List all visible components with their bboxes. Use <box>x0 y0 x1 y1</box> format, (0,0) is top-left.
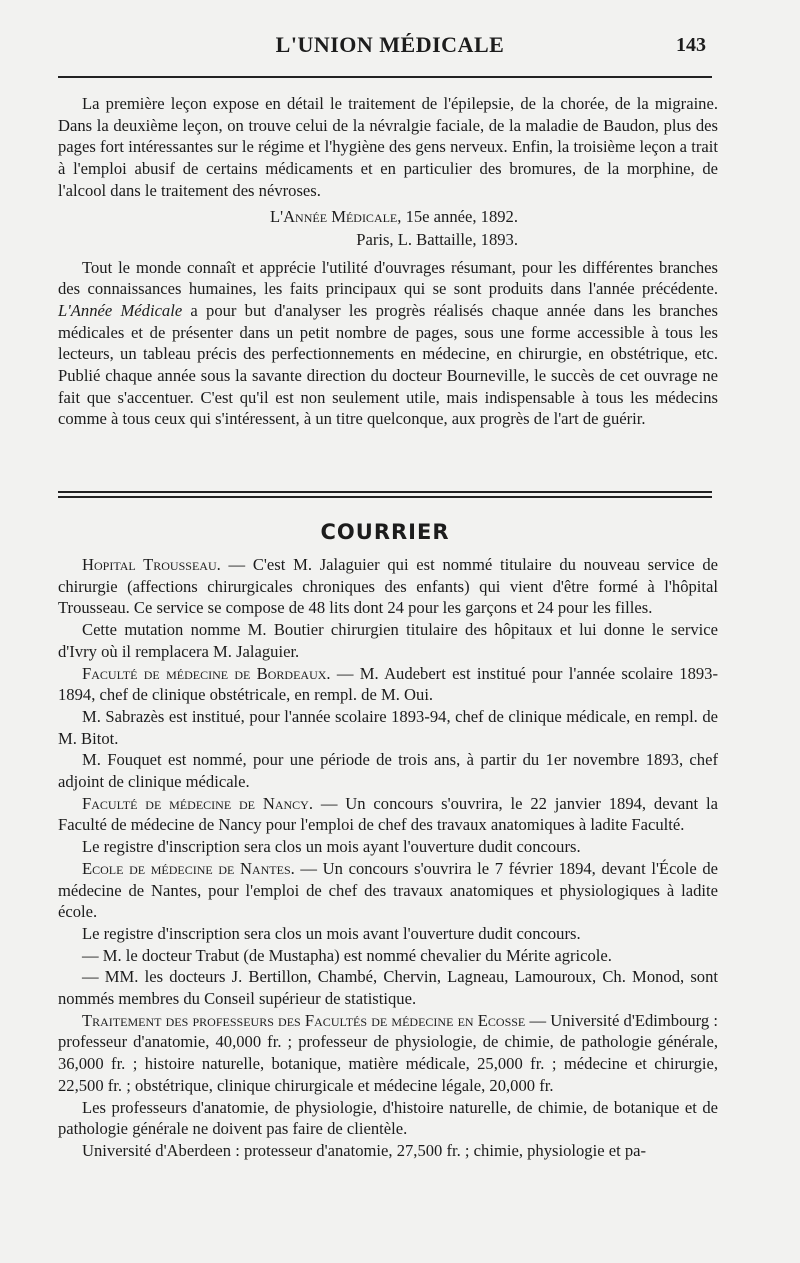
news-item: Les professeurs d'anatomie, de physiologie, d'histoire naturelle, de chimie, de botanique et de pathologie générale ne doivent pas faire de clientèle. <box>58 1097 718 1139</box>
citation <box>58 205 718 251</box>
news-item: Cette mutation nomme M. Boutier chirurgien titulaire des hôpitaux et lui donne le service d'Ivry où il remplacera M. Jalaguier. <box>58 620 718 661</box>
review-paragraph <box>58 257 718 431</box>
section-divider <box>58 491 712 498</box>
news-item: Le registre d'inscription sera clos un mois ayant l'ouverture dudit concours. <box>82 837 581 857</box>
news-item: — M. le docteur Trabut (de Mustapha) est nommé chevalier du Mérite agricole. <box>82 945 612 965</box>
news-item: Faculté de médecine de Nancy. — Un concours s'ouvrira, le 22 janvier 1894, devant la Faculté de médecine de Nancy pour l'emploi de chef des travaux anatomiques à ladite Faculté. <box>58 793 718 835</box>
citation-line-2: Paris, L. Battaille, 1893. <box>356 229 518 249</box>
review-journal-name: L'Année Médicale <box>58 300 183 320</box>
news-item: Le registre d'inscription sera clos un mois avant l'ouverture dudit concours. <box>82 923 581 943</box>
news-item: Ecole de médecine de Nantes. — Un concours s'ouvrira le 7 février 1894, devant l'École de médecine de Nantes, pour l'emploi de chef des travaux anatomiques et physiologiques à ladite école. <box>58 858 718 922</box>
news-heading: Faculté de médecine de Nancy. <box>82 793 313 813</box>
news-item: — MM. les docteurs J. Bertillon, Chambé, Chervin, Lagneau, Lamouroux, Ch. Monod, sont nommés membres du Conseil supérieur de statistique. <box>58 967 718 1009</box>
news-item: M. Sabrazès est institué, pour l'année scolaire 1893-94, chef de clinique médicale, en rempl. de M. Bitot. <box>58 706 718 748</box>
review-paragraph: La première leçon expose en détail le traitement de l'épilepsie, de la chorée, de la migraine. Dans la deuxième leçon, on trouve celui de la névralgie faciale, de la maladie de Baudon, plus des pages fort intéressantes sur le régime et l'hygiène des gens nerveux. Enfin, la troisième leçon a trait à l'emploi abusif de certains médicaments et en particulier des bromures, de la morphine, de l'alcool dans le traitement des névroses. <box>58 94 718 200</box>
news-heading: Hopital Trousseau. <box>82 555 221 574</box>
citation-edition: , 15e année, 1892. <box>397 206 518 226</box>
review-section <box>58 93 718 430</box>
news-heading: Faculté de médecine de Bordeaux. <box>82 663 331 683</box>
page-number: 143 <box>676 34 706 56</box>
running-title: L'UNION MÉDICALE <box>275 32 505 57</box>
news-item: M. Fouquet est nommé, pour une période de trois ans, à partir du 1er novembre 1893, chef adjoint de clinique médicale. <box>58 750 718 792</box>
section-title: COURRIER <box>320 520 450 544</box>
news-item: Hopital Trousseau. — C'est M. Jalaguier qui est nommé titulaire du nouveau service de chirurgie (affections chirurgicales chroniques des enfants) qui vient d'être formé à l'hôpital Trousseau. Ce service se compose de 48 lits dont 24 pour les garçons et 24 pour les filles. <box>58 555 718 618</box>
news-heading: Traitement des professeurs des Facultés de médecine en Ecosse <box>82 1010 526 1030</box>
review-text: a pour but d'analyser les progrès réalisés chaque année dans les branches médicales et de présenter dans un petit nombre de pages, sous une forme accessible à tous les lecteurs, un tableau précis des perfectionnements en médecine, en chirurgie, en obstétrique, etc. Publié chaque année sous la savante direction du docteur Bourneville, le succès de cet ouvrage ne fait que s'accentuer. C'est qu'il est non seulement utile, mais indispensable à tous les médecins comme à tous ceux qui s'intéressent, à un titre quelconque, aux progrès de l'art de guérir. <box>58 300 718 429</box>
citation-journal: L'Année Médicale <box>269 206 398 226</box>
page-header <box>60 32 720 72</box>
news-item: Traitement des professeurs des Facultés de médecine en Ecosse — Université d'Edimbourg : professeur d'anatomie, 40,000 fr. ; professeur de physiologie, de chimie, de pathologie générale, 36,000 fr. ; histoire naturelle, botanique, matière médicale, 25,000 fr. ; médecine et chirurgie, 22,500 fr. ; obstétrique, clinique chirurgicale et médecine légale, 20,000 fr. <box>58 1010 718 1095</box>
review-text: Tout le monde connaît et apprécie l'utilité d'ouvrages résumant, pour les différentes branches des connaissances humaines, les faits principaux qui se sont produits dans l'année précédente. <box>58 257 718 299</box>
news-heading: Ecole de médecine de Nantes. <box>82 858 295 878</box>
news-item: Faculté de médecine de Bordeaux. — M. Audebert est institué pour l'année scolaire 1893-1894, chef de clinique obstétricale, en rempl. de M. Oui. <box>58 663 718 705</box>
citation-line-1 <box>58 205 518 228</box>
news-item: Université d'Aberdeen : protesseur d'anatomie, 27,500 fr. ; chimie, physiologie et pa- <box>82 1140 647 1160</box>
header-rule <box>58 76 712 78</box>
courrier-section <box>58 554 718 1162</box>
